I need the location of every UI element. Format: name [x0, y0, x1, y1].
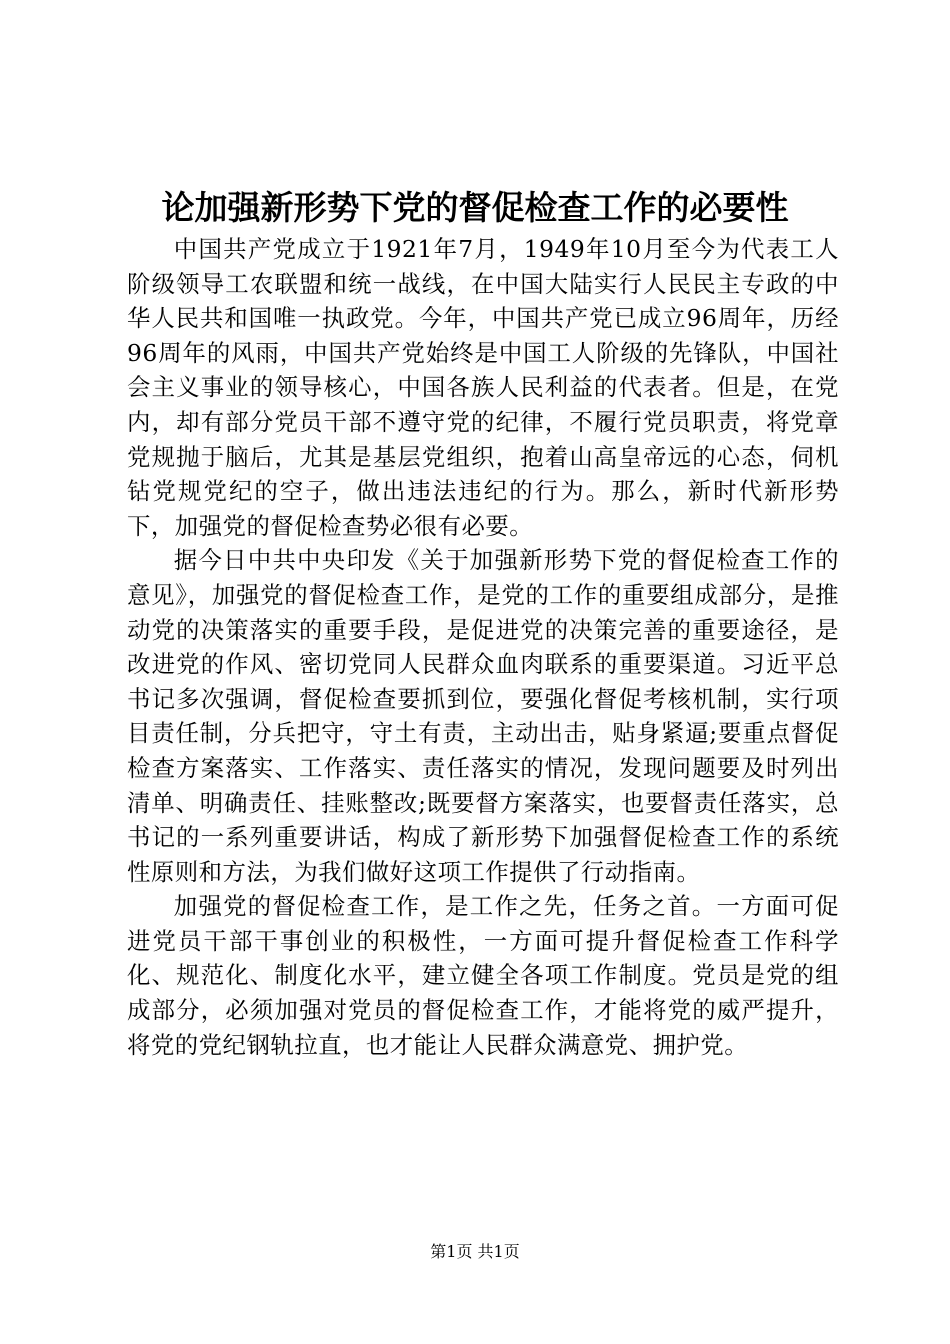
paragraph-1: 中国共产党成立于1921年7月，1949年10月至今为代表工人阶级领导工农联盟和统一战线，在中国大陆实行人民民主专政的中华人民共和国唯一执政党。今年，中国共产党已成立96周年，历经96周年的风雨，中国共产党始终是中国工人阶级的先锋队，中国社会主义事业的领导核心，中国各族人民利益的代表者。但是，在党内，却有部分党员干部不遵守党的纪律，不履行党员职责，将党章党规抛于脑后，尤其是基层党组织，抱着山高皇帝远的心态，伺机钻党规党纪的空子，做出违法违纪的行为。那么，新时代新形势下，加强党的督促检查势必很有必要。 [127, 235, 839, 540]
page-number-footer: 第1页 共1页 [430, 1242, 520, 1261]
document-body [127, 232, 839, 1062]
paragraph-2: 据今日中共中央印发《关于加强新形势下党的督促检查工作的意见》，加强党的督促检查工作，是党的工作的重要组成部分，是推动党的决策落实的重要手段，是促进党的决策完善的重要途径，是改进党的作风、密切党同人民群众血肉联系的重要渠道。习近平总书记多次强调，督促检查要抓到位，要强化督促考核机制，实行项目责任制，分兵把守，守土有责，主动出击，贴身紧逼;要重点督促检查方案落实、工作落实、责任落实的情况，发现问题要及时列出清单、明确责任、挂账整改;既要督方案落实，也要督责任落实，总书记的一系列重要讲话，构成了新形势下加强督促检查工作的系统性原则和方法，为我们做好这项工作提供了行动指南。 [127, 546, 839, 886]
paragraph-3: 加强党的督促检查工作，是工作之先，任务之首。一方面可促进党员干部干事创业的积极性，一方面可提升督促检查工作科学化、规范化、制度化水平，建立健全各项工作制度。党员是党的组成部分，必须加强对党员的督促检查工作，才能将党的威严提升，将党的党纪钢轨拉直，也才能让人民群众满意党、拥护党。 [127, 892, 839, 1059]
document-title: 论加强新形势下党的督促检查工作的必要性 [161, 188, 789, 227]
